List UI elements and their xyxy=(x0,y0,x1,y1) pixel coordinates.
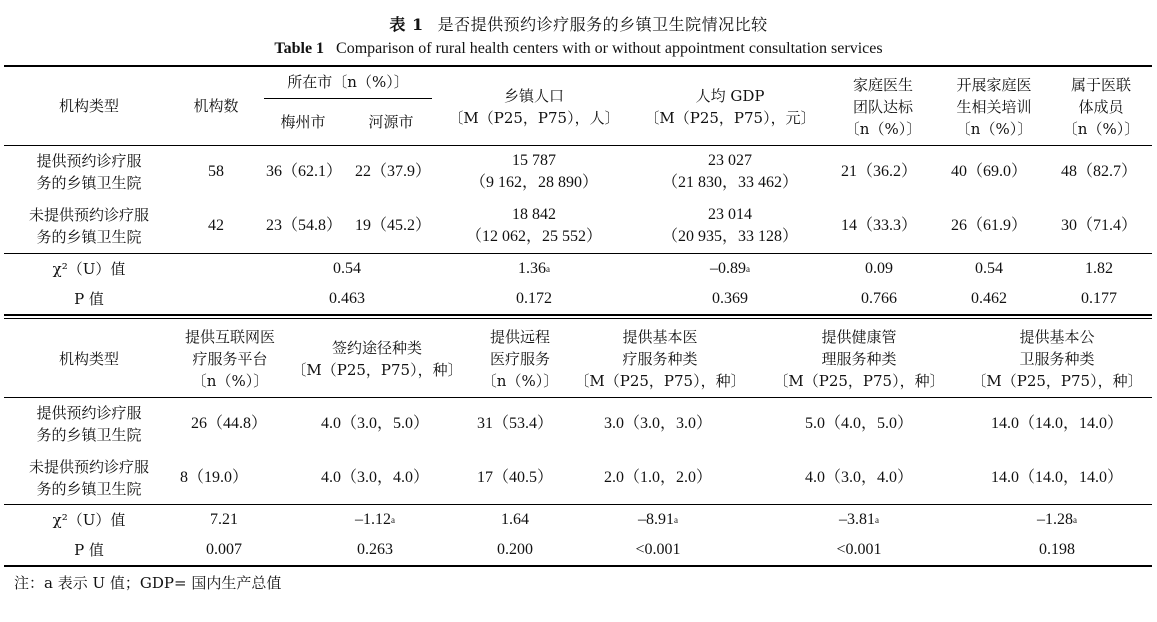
t2-row2-remote: 17（40.5） xyxy=(476,469,553,486)
t1-p-city: 0.463 xyxy=(329,290,365,307)
t1-row2-population-range: （12 062，25 552） xyxy=(465,228,602,245)
t1-header-meizhou: 梅州市 xyxy=(280,113,326,131)
t1-header-city: 所在市〔n（%）〕 xyxy=(287,73,409,91)
t1-row1-type xyxy=(4,147,174,197)
t1-row2-count: 42 xyxy=(208,217,224,234)
table1-body-rule xyxy=(4,253,1152,254)
t2-header-remote xyxy=(470,322,570,396)
t1-row1-population-median: 15 787 xyxy=(512,152,556,169)
t2-header-health-mgmt xyxy=(764,322,954,396)
t1-p-training: 0.462 xyxy=(971,290,1007,307)
table2-top-rule xyxy=(4,318,1152,319)
t2-stat-sign-value: –1.12 xyxy=(355,511,391,528)
t2-p-basic-medical: <0.001 xyxy=(635,541,681,558)
t1-stat-alliance: 1.82 xyxy=(1085,260,1113,277)
t1-header-training-l3: 〔n（%）〕 xyxy=(955,120,1033,138)
table-title-cn xyxy=(0,12,1157,35)
t1-header-gdp xyxy=(632,74,828,140)
t1-row2-gdp xyxy=(632,202,828,250)
t1-row1-gdp-median: 23 027 xyxy=(708,152,752,169)
t2-stat-health-mgmt: –3.81 a xyxy=(764,506,954,534)
t2-row2-type xyxy=(4,453,174,503)
t1-p-label: P 值 xyxy=(74,290,104,308)
t1-header-count: 机构数 xyxy=(193,97,239,115)
t1-header-alliance-l1: 属于医联 xyxy=(1070,76,1131,94)
t2-row2-internet: 8（19.0） xyxy=(179,469,248,486)
t1-header-population xyxy=(436,74,632,140)
t1-p-alliance: 0.177 xyxy=(1081,290,1117,307)
table1-header-rule xyxy=(4,145,1152,146)
t1-header-alliance-l3: 〔n（%）〕 xyxy=(1062,120,1140,138)
table2-body-rule xyxy=(4,504,1152,505)
t2-header-basic-medical-l1: 提供基本医 xyxy=(622,328,698,346)
t1-header-team-l2: 团队达标 xyxy=(852,98,913,116)
table-label-cn: 表 1 xyxy=(389,15,424,34)
t2-stat-label: χ²（U）值 xyxy=(52,511,126,529)
t1-header-population-l1: 乡镇人口 xyxy=(503,87,564,105)
t2-header-remote-l1: 提供远程 xyxy=(489,328,550,346)
table-title-en-text: Comparison of rural health centers with or without appointment consultation services xyxy=(336,40,883,57)
t1-row2-type xyxy=(4,201,174,251)
t2-p-label: P 值 xyxy=(74,541,104,559)
t1-row2-team: 14（33.3） xyxy=(840,217,917,234)
t2-header-sign-l2: 〔M（P25，P75），种〕 xyxy=(291,361,463,379)
t1-header-team xyxy=(830,70,936,144)
t2-header-public-health xyxy=(962,322,1152,396)
t2-header-health-mgmt-l3: 〔M（P25，P75），种〕 xyxy=(773,372,945,390)
t1-header-gdp-l1: 人均 GDP xyxy=(695,87,765,105)
t1-stat-population: 1.36 a xyxy=(436,255,632,283)
t2-stat-basic-medical: –8.91 a xyxy=(570,506,746,534)
table-title-cn-text: 是否提供预约诊疗服务的乡镇卫生院情况比较 xyxy=(437,15,768,34)
t1-row2-type-l2: 务的乡镇卫生院 xyxy=(36,228,142,246)
t2-header-public-health-l2: 卫服务种类 xyxy=(1019,350,1095,368)
t1-row1-gdp xyxy=(632,148,828,196)
t2-header-sign xyxy=(284,322,470,396)
t2-header-public-health-l1: 提供基本公 xyxy=(1019,328,1095,346)
t2-p-remote: 0.200 xyxy=(497,541,533,558)
table2-header-rule xyxy=(4,397,1152,398)
t2-row1-public-health: 14.0（14.0，14.0） xyxy=(990,415,1123,432)
t2-p-public-health: 0.198 xyxy=(1039,541,1075,558)
t2-row2-health-mgmt: 4.0（3.0，4.0） xyxy=(804,469,913,486)
t2-row1-health-mgmt: 5.0（4.0，5.0） xyxy=(804,415,913,432)
t1-p-team: 0.766 xyxy=(861,290,897,307)
t1-row1-heyuan: 22（37.9） xyxy=(354,163,431,180)
t2-p-sign: 0.263 xyxy=(357,541,393,558)
t1-stat-city: 0.54 xyxy=(333,260,361,277)
table2-bottom-rule xyxy=(4,565,1152,567)
t1-row1-type-l2: 务的乡镇卫生院 xyxy=(36,174,142,192)
t1-row2-type-l1: 未提供预约诊疗服 xyxy=(28,206,149,224)
t1-stat-population-value: 1.36 xyxy=(518,260,546,277)
t1-header-type: 机构类型 xyxy=(58,97,119,115)
t1-row2-heyuan: 19（45.2） xyxy=(354,217,431,234)
t2-p-internet: 0.007 xyxy=(206,541,242,558)
t2-stat-public-health: –1.28 a xyxy=(962,506,1152,534)
t2-header-remote-l3: 〔n（%）〕 xyxy=(481,372,559,390)
t2-stat-sign: –1.12 a xyxy=(290,506,460,534)
t1-row2-gdp-median: 23 014 xyxy=(708,206,752,223)
t2-header-internet-l3: 〔n（%）〕 xyxy=(191,372,269,390)
t1-header-team-l3: 〔n（%）〕 xyxy=(844,120,922,138)
t1-header-alliance xyxy=(1050,70,1152,144)
t1-row1-training: 40（69.0） xyxy=(950,163,1027,180)
t2-header-remote-l2: 医疗服务 xyxy=(489,350,550,368)
t2-row2-public-health: 14.0（14.0，14.0） xyxy=(990,469,1123,486)
t1-row2-population xyxy=(436,202,632,250)
t1-row1-meizhou: 36（62.1） xyxy=(265,163,342,180)
city-group-rule xyxy=(264,98,432,99)
t1-header-training xyxy=(940,70,1048,144)
table-title-en xyxy=(0,40,1157,58)
t1-stat-gdp-value: –0.89 xyxy=(710,260,746,277)
t2-header-basic-medical xyxy=(570,322,750,396)
t1-stat-training: 0.54 xyxy=(975,260,1003,277)
t1-header-team-l1: 家庭医生 xyxy=(852,76,913,94)
t2-stat-basic-medical-value: –8.91 xyxy=(638,511,674,528)
t1-stat-gdp: –0.89 a xyxy=(632,255,828,283)
t2-row1-basic-medical: 3.0（3.0，3.0） xyxy=(603,415,712,432)
t2-header-internet-l1: 提供互联网医 xyxy=(184,328,275,346)
table-label-en: Table 1 xyxy=(274,40,325,57)
t2-header-type: 机构类型 xyxy=(58,349,119,368)
t1-header-population-l2: 〔M（P25，P75），人〕 xyxy=(448,109,620,127)
t2-header-basic-medical-l2: 疗服务种类 xyxy=(622,350,698,368)
t2-row2-type-l1: 未提供预约诊疗服 xyxy=(28,458,149,476)
t1-row2-meizhou: 23（54.8） xyxy=(265,217,342,234)
t2-header-health-mgmt-l2: 理服务种类 xyxy=(821,350,897,368)
t1-p-population: 0.172 xyxy=(516,290,552,307)
t1-header-training-l1: 开展家庭医 xyxy=(956,76,1032,94)
t1-row2-population-median: 18 842 xyxy=(512,206,556,223)
t2-header-basic-medical-l3: 〔M（P25，P75），种〕 xyxy=(574,372,746,390)
t2-stat-remote: 1.64 xyxy=(501,511,529,528)
t2-row1-type-l1: 提供预约诊疗服 xyxy=(36,404,142,422)
t1-row1-population xyxy=(436,148,632,196)
t1-header-alliance-l2: 体成员 xyxy=(1078,98,1124,116)
t1-row2-gdp-range: （20 935，33 128） xyxy=(661,228,798,245)
t2-row2-sign: 4.0（3.0，4.0） xyxy=(320,469,429,486)
t2-p-health-mgmt: <0.001 xyxy=(836,541,882,558)
t1-row1-team: 21（36.2） xyxy=(840,163,917,180)
table-footnote: 注：a 表示 U 值；GDP= 国内生产总值 xyxy=(14,574,282,592)
t1-stat-team: 0.09 xyxy=(865,260,893,277)
t1-row1-count: 58 xyxy=(208,163,224,180)
t2-row1-type xyxy=(4,399,174,449)
t2-row1-internet: 26（44.8） xyxy=(190,415,267,432)
t1-row1-population-range: （9 162，28 890） xyxy=(469,174,598,191)
t2-row1-sign: 4.0（3.0，5.0） xyxy=(320,415,429,432)
t2-row1-remote: 31（53.4） xyxy=(476,415,553,432)
t1-row1-type-l1: 提供预约诊疗服 xyxy=(36,152,142,170)
t2-header-health-mgmt-l1: 提供健康管 xyxy=(821,328,897,346)
t2-row2-basic-medical: 2.0（1.0，2.0） xyxy=(603,469,712,486)
t1-row2-alliance: 30（71.4） xyxy=(1060,217,1137,234)
t1-stat-label: χ²（U）值 xyxy=(52,260,126,278)
t2-header-public-health-l3: 〔M（P25，P75），种〕 xyxy=(971,372,1143,390)
t2-row1-type-l2: 务的乡镇卫生院 xyxy=(36,426,142,444)
t2-stat-health-mgmt-value: –3.81 xyxy=(839,511,875,528)
t2-row2-type-l2: 务的乡镇卫生院 xyxy=(36,480,142,498)
t2-header-internet-l2: 疗服务平台 xyxy=(192,350,268,368)
t2-header-sign-l1: 签约途径种类 xyxy=(331,339,422,357)
table1-bottom-rule xyxy=(4,314,1152,316)
t1-row1-alliance: 48（82.7） xyxy=(1060,163,1137,180)
t1-row1-gdp-range: （21 830，33 462） xyxy=(661,174,798,191)
t2-stat-internet: 7.21 xyxy=(210,511,238,528)
t2-stat-public-health-value: –1.28 xyxy=(1037,511,1073,528)
t1-row2-training: 26（61.9） xyxy=(950,217,1027,234)
t1-header-training-l2: 生相关培训 xyxy=(956,98,1032,116)
t2-header-internet xyxy=(160,322,300,396)
t1-header-gdp-l2: 〔M（P25，P75），元〕 xyxy=(644,109,816,127)
t1-header-heyuan: 河源市 xyxy=(368,113,414,131)
t1-p-gdp: 0.369 xyxy=(712,290,748,307)
